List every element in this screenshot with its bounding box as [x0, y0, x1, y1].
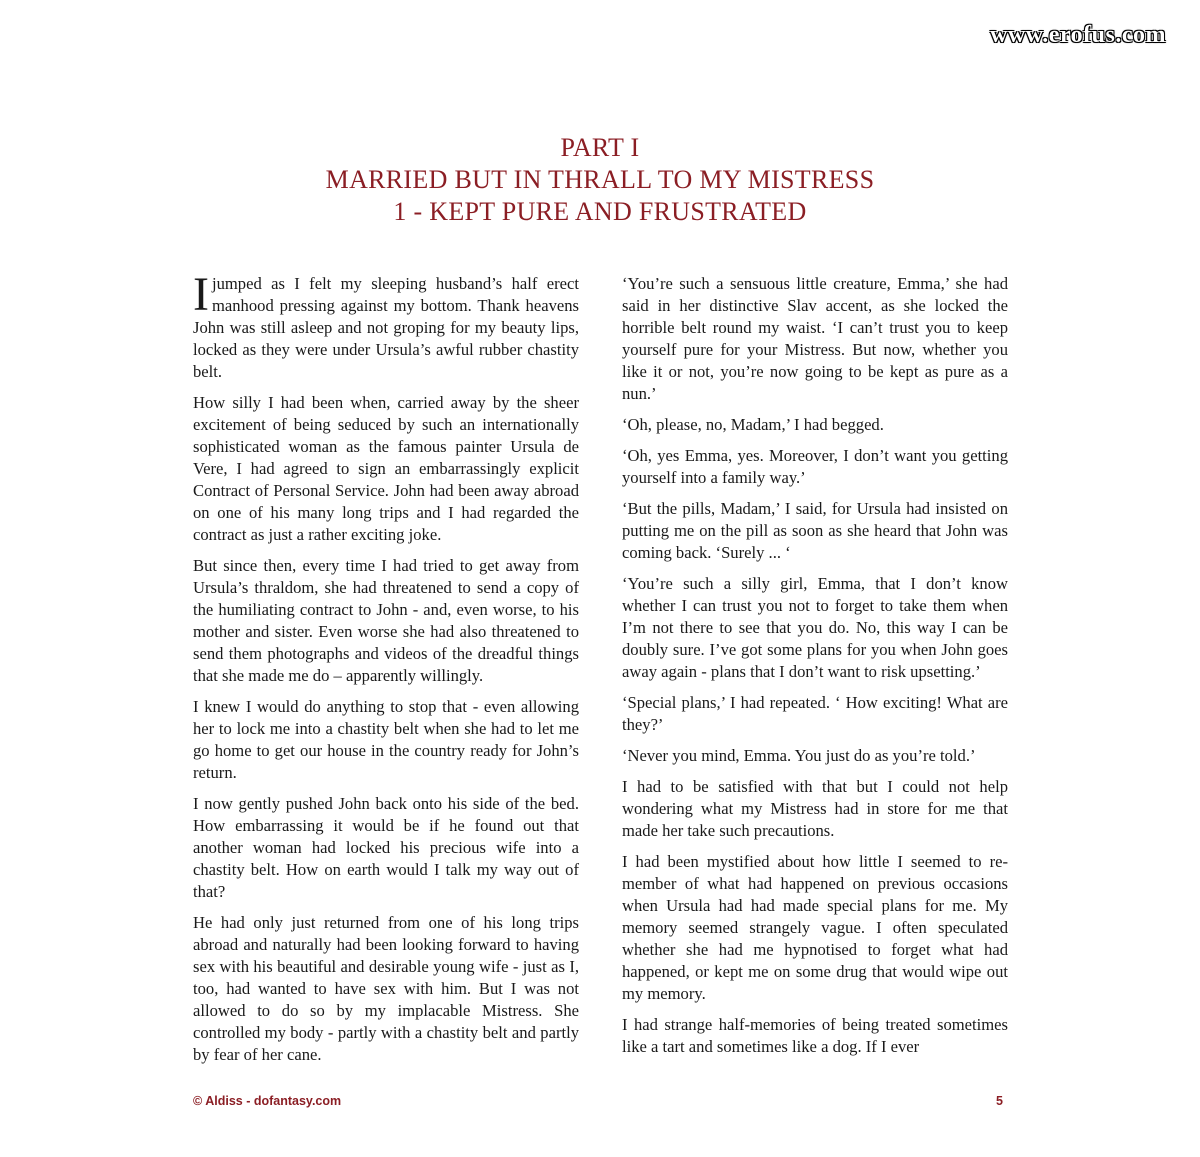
paragraph: ‘Never you mind, Emma. You just do as you’re told.’ — [622, 746, 976, 765]
paragraph: Ijumped as I felt my sleeping husband’s half erect manhood pressing against my bottom. Thank heavens John was still asleep and not groping for my beauty lips, locked as they were under Ursula’s awful rubber chastity belt. — [193, 268, 579, 381]
paragraph: ‘Oh, please, no, Madam,’ I had begged. — [622, 415, 884, 434]
chapter-heading — [0, 132, 1200, 228]
drop-cap: I — [193, 268, 209, 321]
paragraph: ‘Oh, yes Emma, yes. Moreover, I don’t want you getting yourself into a family way.’ — [622, 446, 1008, 487]
part-title: PART I — [560, 133, 640, 162]
paragraph: I had been mystified about how little I seemed to remember of what had happened on previous occasions when Ursula had had made special plans for me. My memory seemed strangely vague. I often speculated whether she had me hypnotised to forget what had happened, or kept me on some drug that would wipe out my memory. — [622, 852, 1008, 1003]
chapter-title: 1 - KEPT PURE AND FRUSTRATED — [393, 197, 807, 226]
paragraph: How silly I had been when, carried away by the sheer excitement of being seduced by such an internationally sophisticated woman as the famous painter Ursula de Vere, I had agreed to sign an embarrassingly explicit Contract of Personal Service. John had been away abroad on one of his many long trips and I had regarded the contract as just a rather exciting joke. — [193, 393, 579, 544]
page-number: 5 — [996, 1094, 1003, 1108]
paragraph: ‘You’re such a silly girl, Emma, that I don’t know whether I can trust you not to forget to take them when I’m not there to see that you do. No, this way I can be doubly sure. I’ve got some plans for you when John goes away again - plans that I don’t want to risk upsetting.’ — [622, 574, 1008, 681]
paragraph: ‘Special plans,’ I had repeated. ‘ How exciting! What are they?’ — [622, 693, 1008, 734]
right-text-column — [622, 273, 1008, 1067]
copyright-footer: © Aldiss - dofantasy.com — [193, 1094, 342, 1108]
paragraph: ‘You’re such a sensuous little creature, Emma,’ she had said in her distinctive Slav accent, as she locked the horrible belt round my waist. ‘I can’t trust you to keep yourself pure for your Mistress. But now, whether you like it or not, you’re now going to be kept as pure as a nun.’ — [622, 274, 1008, 403]
paragraph: I had to be satisfied with that but I could not help wondering what my Mistress had in store for me that made her take such precautions. — [622, 777, 1008, 840]
paragraph: I now gently pushed John back onto his side of the bed. How embarrassing it would be if he found out that another woman had locked his precious wife into a chastity belt. How on earth would I talk my way out of that? — [193, 794, 579, 901]
paragraph: I knew I would do anything to stop that - even allowing her to lock me into a chastity belt when she had to let me go home to get our house in the country ready for John’s return. — [193, 697, 579, 782]
watermark: www.erofus.com — [990, 22, 1166, 48]
paragraph: He had only just returned from one of his long trips abroad and naturally had been looking forward to having sex with his beautiful and desirable young wife - just as I, too, had wanted to have sex with him. But I was not allowed to do so by my implacable Mistress. She controlled my body - partly with a chastity belt and partly by fear of her cane. — [193, 913, 579, 1064]
section-title: MARRIED BUT IN THRALL TO MY MISTRESS — [325, 165, 875, 194]
paragraph: But since then, every time I had tried to get away from Ursula’s thraldom, she had threatened to send a copy of the humiliating contract to John - and, even worse, to his mother and sister. Even worse she had also threatened to send them photographs and videos of the dreadful things that she made me do – apparently willingly. — [193, 556, 579, 685]
paragraph: I had strange half-memories of being treated sometimes like a tart and sometimes like a dog. If I ever — [622, 1015, 1008, 1056]
left-text-column — [193, 268, 579, 1075]
paragraph: ‘But the pills, Madam,’ I said, for Ursula had insisted on putting me on the pill as soon as she heard that John was coming back. ‘Surely ... ‘ — [622, 499, 1008, 562]
